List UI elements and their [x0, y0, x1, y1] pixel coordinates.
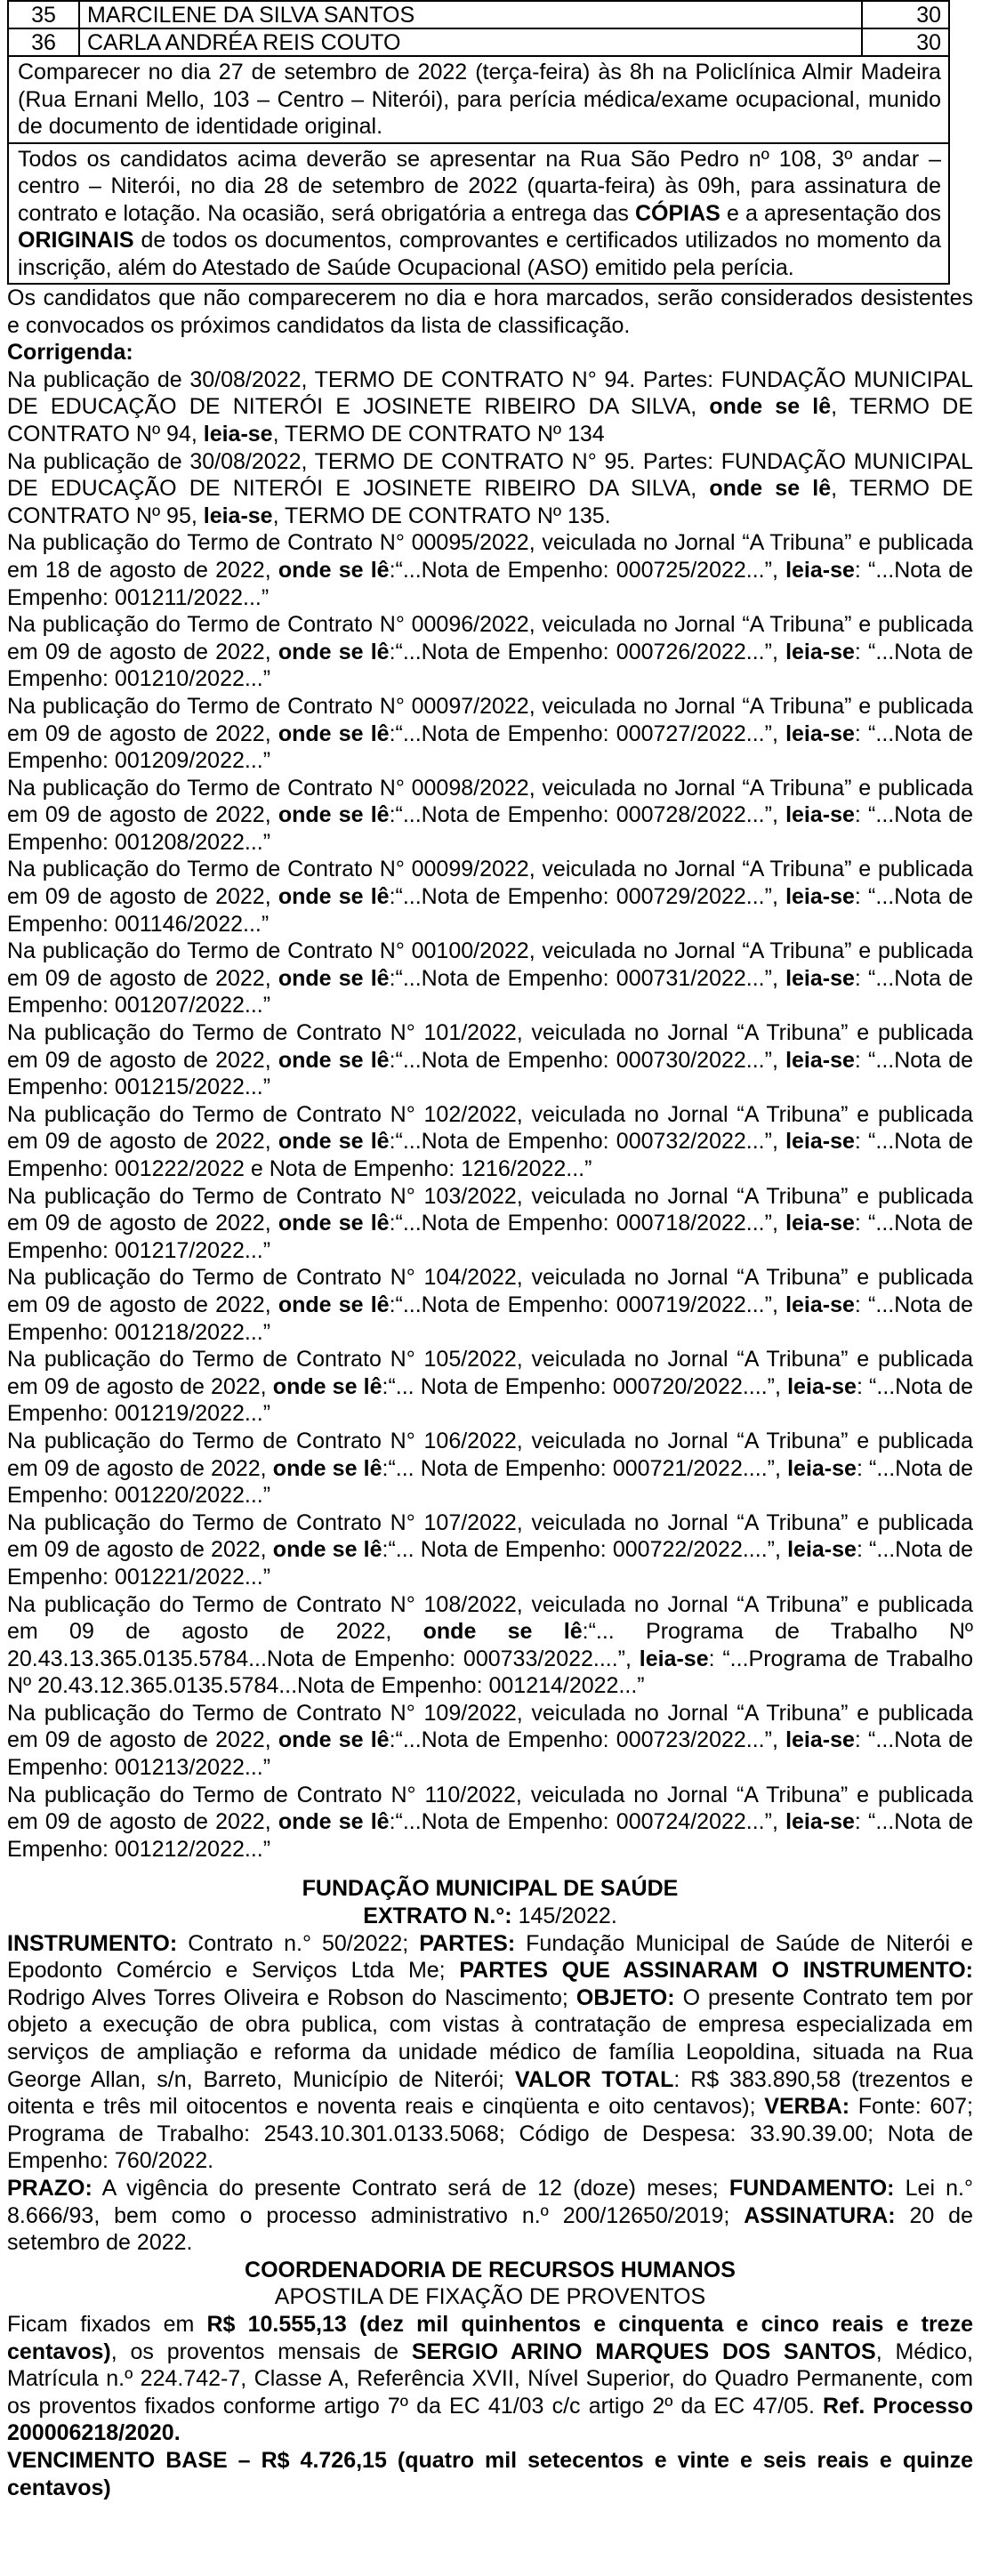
correction-text: : “...Nota de Empenho: 001210/2022...” [7, 639, 973, 692]
table-row [8, 56, 949, 143]
termo-correction [7, 529, 973, 611]
table-row [8, 28, 949, 56]
value-prazo: A vigência do presente Contrato será de 12 (doze) meses; [92, 2175, 729, 2201]
termo-correction [7, 1428, 973, 1509]
correction-text: :“...Nota de Empenho: 000727/2022...”, [389, 720, 786, 746]
corrigenda-item [7, 366, 973, 448]
corrigenda-item [7, 448, 973, 530]
corrigenda-termos-list [7, 529, 973, 1863]
correction-text: :“...Nota de Empenho: 000726/2022...”, [389, 639, 786, 664]
extrato-heading [7, 1903, 973, 1930]
termo-correction [7, 611, 973, 693]
extrato-number: 145/2022. [518, 1904, 617, 1929]
section-title-crh: COORDENADORIA DE RECURSOS HUMANOS [245, 2257, 736, 2282]
value-valor: : R$ 383.890,58 (trezentos e oitenta e três mil oitocentos e noventa reais e cinqüenta e oito centavos); [7, 2066, 973, 2120]
proventos-text: Ficam fixados em [7, 2311, 207, 2337]
correction-text: Na publicação do Termo de Contrato N° 107/2022, veiculada no Jornal “A Tribuna” e publicada em 09 de agosto de 2022, [7, 1509, 973, 1563]
correction-keyword: leia-se [639, 1646, 709, 1671]
label-prazo: PRAZO: [7, 2175, 93, 2201]
corrigenda-text: , TERMO DE CONTRATO Nº 135. [272, 503, 611, 528]
correction-text: Na publicação do Termo de Contrato N° 108/2022, veiculada no Jornal “A Tribuna” e publicada em 09 de agosto de 2022, [7, 1591, 973, 1645]
termo-correction [7, 1019, 973, 1101]
termo-correction [7, 938, 973, 1019]
correction-keyword: leia-se [785, 1809, 855, 1835]
corrigenda-text: , TERMO DE CONTRATO Nº 134 [272, 421, 605, 447]
correction-text: :“... Programa de Trabalho Nº 20.43.13.365.0135.5784...Nota de Empenho: 000733/2022....”, [7, 1619, 974, 1671]
candidate-name: CARLA ANDRÉA REIS COUTO [79, 28, 862, 56]
label-assinaram: PARTES QUE ASSINARAM O INSTRUMENTO: [459, 1958, 973, 1984]
value-fundamento: Lei n.° 8.666/93, bem como o processo administrativo n.º 200/12650/2019; [7, 2175, 974, 2228]
label-partes: PARTES: [419, 1930, 516, 1956]
label-assinatura: ASSINATURA: [744, 2202, 896, 2228]
termo-correction [7, 1264, 973, 1346]
originais-emphasis: ORIGINAIS [18, 228, 134, 253]
correction-text: Na publicação do Termo de Contrato N° 109/2022, veiculada no Jornal “A Tribuna” e publicada em 09 de agosto de 2022, [7, 1700, 973, 1753]
correction-text: : “...Nota de Empenho: 001209/2022...” [7, 720, 973, 774]
value-objeto: O presente Contrato tem por objeto a execução de obra publica, com vistas à contratação de empresa especializada em serviços de ampliação e reforma da unidade médico de família Leopoldina, situada na Rua George Allan, s/n, Barreto, Município de Niterói; [7, 1984, 973, 2092]
label-instrumento: INSTRUMENTO: [7, 1930, 178, 1956]
termo-correction [7, 1101, 973, 1183]
correction-text: Na publicação do Termo de Contrato N° 00099/2022, veiculada no Jornal “A Tribuna” e publicada em 09 de agosto de 2022, [7, 857, 973, 910]
correction-keyword: leia-se [785, 965, 855, 991]
copias-emphasis: CÓPIAS [634, 200, 720, 226]
correction-keyword: onde se lê [272, 1373, 382, 1399]
correction-text: : “...Nota de Empenho: 001221/2022...” [7, 1537, 973, 1590]
contract-signing-instructions [8, 143, 949, 285]
candidate-number: 36 [8, 28, 79, 56]
corrigenda-contract-list [7, 366, 973, 530]
correction-text: : “...Nota de Empenho: 001218/2022...” [7, 1292, 973, 1345]
correction-keyword: onde se lê [423, 1619, 583, 1645]
value-assinatura: 20 de setembro de 2022. [7, 2202, 973, 2256]
label-valor: VALOR TOTAL [514, 2066, 674, 2092]
correction-text: : “...Nota de Empenho: 001219/2022...” [7, 1373, 973, 1427]
correction-text: Na publicação do Termo de Contrato N° 00097/2022, veiculada no Jornal “A Tribuna” e publicada em 09 de agosto de 2022, [7, 693, 973, 746]
corrigenda-text: Na publicação de 30/08/2022, TERMO DE CONTRATO N° 95. Partes: FUNDAÇÃO MUNICIPAL DE EDUCAÇÃO DE NITERÓI E JOSINETE RIBEIRO DA SILVA, [7, 448, 973, 502]
correction-text: : “...Nota de Empenho: 001215/2022...” [7, 1047, 973, 1100]
correction-text: :“... Nota de Empenho: 000721/2022....”, [382, 1455, 788, 1481]
correction-keyword: leia-se [787, 1373, 857, 1399]
correction-text: : “...Nota de Empenho: 001212/2022...” [7, 1809, 973, 1862]
correction-text: :“... Nota de Empenho: 000722/2022....”, [382, 1537, 788, 1563]
termo-correction [7, 856, 973, 938]
correction-keyword: leia-se [787, 1455, 857, 1481]
section-title-fms: FUNDAÇÃO MUNICIPAL DE SAÚDE [302, 1876, 679, 1902]
corrigenda-keyword: onde se lê [709, 394, 832, 420]
correction-keyword: leia-se [785, 639, 855, 664]
correction-text: : “...Nota de Empenho: 001213/2022...” [7, 1727, 973, 1781]
corrigenda-heading: Corrigenda: [7, 340, 133, 366]
instructions-text: Todos os candidatos acima deverão se apresentar na Rua São Pedro nº 108, 3º andar – centro – Niterói, no dia 28 de setembro de 2022 (quarta-feira) às 09h, para assinatura de contrato e lotação. Na ocasião, será obrigatória a entrega das [18, 146, 941, 226]
correction-keyword: onde se lê [278, 1809, 390, 1835]
candidate-number: 35 [8, 1, 79, 28]
correction-text: Na publicação do Termo de Contrato N° 103/2022, veiculada no Jornal “A Tribuna” e publicada em 09 de agosto de 2022, [7, 1183, 973, 1236]
termo-correction [7, 1509, 973, 1591]
correction-keyword: onde se lê [278, 1727, 390, 1753]
correction-keyword: onde se lê [278, 1047, 390, 1073]
correction-keyword: onde se lê [272, 1537, 382, 1563]
correction-keyword: onde se lê [278, 1292, 390, 1317]
correction-text: Na publicação do Termo de Contrato N° 00096/2022, veiculada no Jornal “A Tribuna” e publicada em 09 de agosto de 2022, [7, 612, 973, 664]
correction-text: Na publicação do Termo de Contrato N° 102/2022, veiculada no Jornal “A Tribuna” e publicada em 09 de agosto de 2022, [7, 1101, 973, 1155]
correction-keyword: leia-se [785, 1129, 855, 1155]
instructions-text: de todos os documentos, comprovantes e certificados utilizados no momento da inscrição, além do Atestado de Saúde Ocupacional (ASO) emitido pela perícia. [18, 228, 941, 280]
termo-correction [7, 693, 973, 775]
vencimento-base: VENCIMENTO BASE – R$ 4.726,15 (quatro mil setecentos e vinte e seis reais e quinze centavos) [7, 2447, 973, 2500]
correction-text: : “...Nota de Empenho: 001211/2022...” [7, 557, 973, 610]
correction-text: :“...Nota de Empenho: 000731/2022...”, [389, 965, 786, 991]
instructions-text: e a apresentação dos [720, 200, 941, 226]
correction-text: :“...Nota de Empenho: 000732/2022...”, [389, 1129, 786, 1155]
correction-keyword: onde se lê [278, 1129, 390, 1155]
processo-ref: Ref. Processo 200006218/2020. [7, 2393, 973, 2446]
proventos-paragraph [7, 2311, 973, 2447]
correction-text: :“...Nota de Empenho: 000718/2022...”, [389, 1211, 786, 1236]
correction-keyword: onde se lê [278, 557, 390, 583]
value-partes: Fundação Municipal de Saúde de Niterói e Epodonto Comércio e Serviços Ltda Me; [7, 1930, 973, 1984]
candidate-points: 30 [862, 1, 949, 28]
corrigenda-text: Na publicação de 30/08/2022, TERMO DE CONTRATO N° 94. Partes: FUNDAÇÃO MUNICIPAL DE EDUCAÇÃO DE NITERÓI E JOSINETE RIBEIRO DA SILVA, [7, 366, 973, 420]
correction-text: :“...Nota de Empenho: 000719/2022...”, [389, 1292, 786, 1317]
candidates-table [7, 0, 950, 285]
correction-keyword: onde se lê [278, 720, 390, 746]
correction-text: Na publicação do Termo de Contrato N° 00095/2022, veiculada no Jornal “A Tribuna” e publicada em 18 de agosto de 2022, [7, 530, 973, 583]
correction-keyword: leia-se [785, 1211, 855, 1236]
correction-keyword: onde se lê [278, 639, 390, 664]
corrigenda-keyword: onde se lê [709, 476, 832, 502]
termo-correction [7, 1591, 973, 1700]
value-instrumento: Contrato n.° 50/2022; [177, 1930, 420, 1956]
correction-text: :“...Nota de Empenho: 000730/2022...”, [389, 1047, 786, 1073]
correction-keyword: leia-se [785, 1727, 855, 1753]
section-subtitle-crh: APOSTILA DE FIXAÇÃO DE PROVENTOS [274, 2284, 706, 2310]
candidate-name: MARCILENE DA SILVA SANTOS [79, 1, 862, 28]
corrigenda-text: , TERMO DE CONTRATO Nº 95, [7, 476, 974, 528]
correction-keyword: leia-se [785, 720, 855, 746]
termo-correction [7, 1346, 973, 1428]
table-row [8, 143, 949, 285]
termo-correction [7, 1183, 973, 1265]
candidate-points: 30 [862, 28, 949, 56]
correction-keyword: leia-se [785, 802, 855, 828]
correction-text: : “...Programa de Trabalho Nº 20.43.12.365.0135.5784...Nota de Empenho: 001214/2022...” [7, 1646, 973, 1699]
table-row [8, 1, 949, 28]
correction-keyword: leia-se [785, 557, 855, 583]
correction-text: : “...Nota de Empenho: 001217/2022...” [7, 1211, 973, 1263]
correction-text: :“... Nota de Empenho: 000720/2022....”, [382, 1373, 788, 1399]
correction-text: :“...Nota de Empenho: 000724/2022...”, [389, 1809, 786, 1835]
extrato-label: EXTRATO N.°: [363, 1904, 519, 1929]
correction-text: : “...Nota de Empenho: 001208/2022...” [7, 802, 973, 855]
proventos-amount: R$ 10.555,13 (dez mil quinhentos e cinquenta e cinco reais e treze centavos) [7, 2311, 973, 2364]
correction-text: :“...Nota de Empenho: 000728/2022...”, [389, 802, 786, 828]
correction-keyword: leia-se [785, 884, 855, 910]
correction-keyword: onde se lê [278, 965, 390, 991]
termo-correction [7, 1700, 973, 1782]
correction-text: :“...Nota de Empenho: 000729/2022...”, [389, 884, 786, 910]
extrato-body [7, 1930, 973, 2257]
correction-text: :“...Nota de Empenho: 000725/2022...”, [389, 557, 786, 583]
correction-text: Na publicação do Termo de Contrato N° 00100/2022, veiculada no Jornal “A Tribuna” e publicada em 09 de agosto de 2022, [7, 938, 973, 991]
correction-keyword: onde se lê [278, 1211, 390, 1236]
correction-text: Na publicação do Termo de Contrato N° 00098/2022, veiculada no Jornal “A Tribuna” e publicada em 09 de agosto de 2022, [7, 775, 973, 828]
correction-text: : “...Nota de Empenho: 001222/2022 e Nota de Empenho: 1216/2022...” [7, 1129, 973, 1181]
correction-text: Na publicação do Termo de Contrato N° 105/2022, veiculada no Jornal “A Tribuna” e publicada em 09 de agosto de 2022, [7, 1347, 973, 1399]
correction-text: : “...Nota de Empenho: 001220/2022...” [7, 1455, 973, 1509]
termo-correction [7, 1782, 973, 1864]
correction-text: : “...Nota de Empenho: 001146/2022...” [7, 884, 973, 937]
corrigenda-text: , TERMO DE CONTRATO Nº 94, [7, 394, 974, 447]
value-assinaram: Rodrigo Alves Torres Oliveira e Robson do Nascimento; [7, 1984, 576, 2010]
label-objeto: OBJETO: [576, 1984, 675, 2010]
correction-keyword: leia-se [785, 1047, 855, 1073]
correction-text: Na publicação do Termo de Contrato N° 110/2022, veiculada no Jornal “A Tribuna” e publicada em 09 de agosto de 2022, [7, 1782, 973, 1835]
correction-text: Na publicação do Termo de Contrato N° 106/2022, veiculada no Jornal “A Tribuna” e publicada em 09 de agosto de 2022, [7, 1428, 973, 1481]
correction-keyword: onde se lê [278, 802, 390, 828]
termo-correction [7, 775, 973, 857]
correction-keyword: leia-se [785, 1292, 855, 1317]
correction-text: Na publicação do Termo de Contrato N° 101/2022, veiculada no Jornal “A Tribuna” e publicada em 09 de agosto de 2022, [7, 1020, 973, 1073]
corrigenda-keyword: leia-se [203, 421, 273, 447]
correction-keyword: onde se lê [278, 884, 390, 910]
correction-keyword: onde se lê [272, 1455, 382, 1481]
correction-text: :“...Nota de Empenho: 000723/2022...”, [389, 1727, 786, 1753]
label-fundamento: FUNDAMENTO: [728, 2175, 895, 2201]
value-verba: Fonte: 607; Programa de Trabalho: 2543.10.301.0133.5068; Código de Despesa: 33.90.39.00; Nota de Empenho: 760/2022. [7, 2094, 973, 2174]
correction-keyword: leia-se [787, 1537, 857, 1563]
absentees-notice: Os candidatos que não comparecerem no dia e hora marcados, serão considerados desistentes e convocados os próximos candidatos da lista de classificação. [7, 286, 973, 338]
label-verba: VERBA: [764, 2094, 850, 2120]
proventos-text: , Médico, Matrícula n.º 224.742-7, Classe A, Referência XVII, Nível Superior, do Quadro Permanente, com os proventos fixados conforme artigo 7º da EC 41/03 c/c artigo 2º da EC 47/05. [7, 2339, 973, 2419]
corrigenda-keyword: leia-se [203, 503, 273, 528]
correction-text: Na publicação do Termo de Contrato N° 104/2022, veiculada no Jornal “A Tribuna” e publicada em 09 de agosto de 2022, [7, 1265, 973, 1317]
proventos-text: , os proventos mensais de [110, 2339, 412, 2364]
servidor-name: SERGIO ARINO MARQUES DOS SANTOS [411, 2339, 876, 2364]
correction-text: : “...Nota de Empenho: 001207/2022...” [7, 965, 973, 1018]
medical-exam-instructions: Comparecer no dia 27 de setembro de 2022 (terça-feira) às 8h na Policlínica Almir Madeira (Rua Ernani Mello, 103 – Centro – Niterói), para perícia médica/exame ocupacional, munido de documento de identidade original. [8, 56, 949, 143]
